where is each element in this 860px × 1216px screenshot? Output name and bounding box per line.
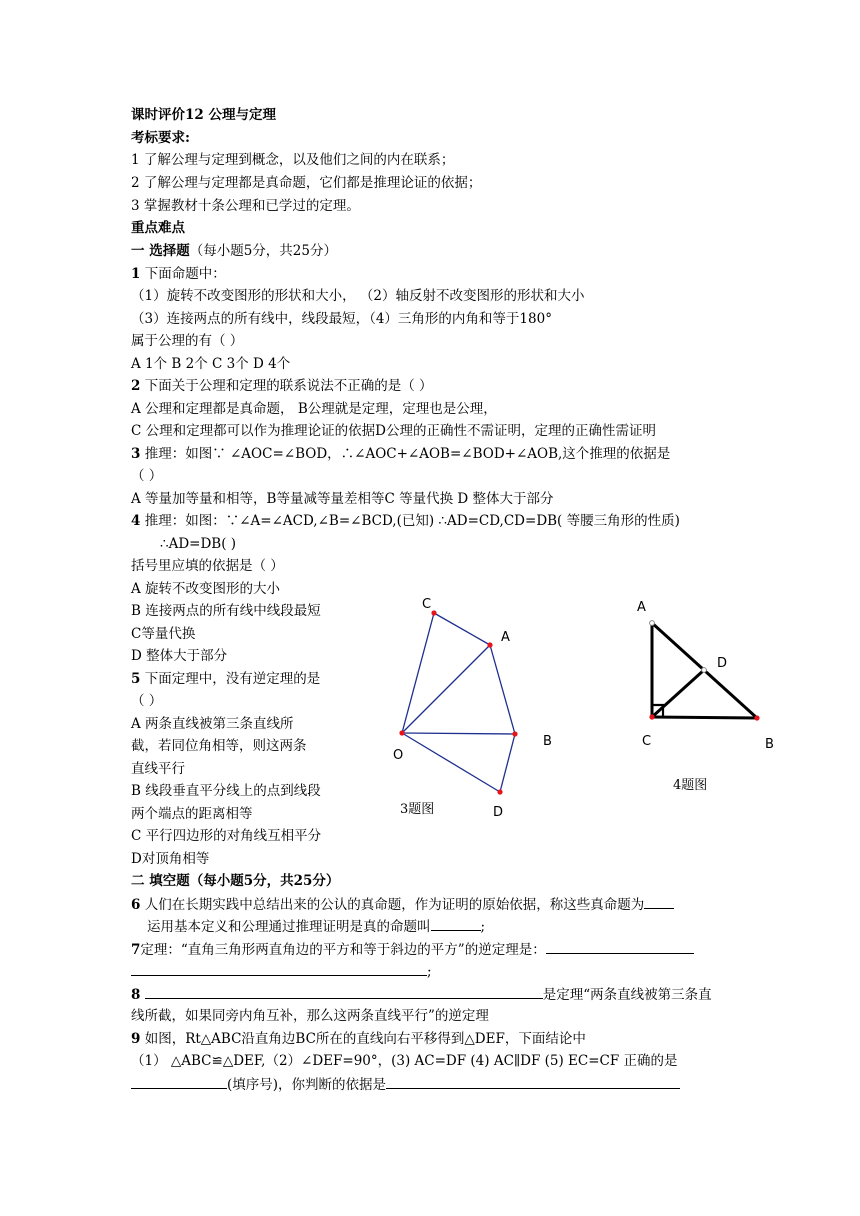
- fig3-segment-ab: [490, 645, 515, 734]
- q9-line3-text: (填序号)，你判断的依据是: [227, 1077, 387, 1093]
- fig3-label-o: O: [393, 748, 404, 763]
- q8-number: 8: [131, 987, 141, 1003]
- q9-line1: [131, 1029, 586, 1049]
- q5-option-a-2: 截，若同位角相等，则这两条: [131, 738, 307, 754]
- q3-number: 3: [131, 446, 141, 462]
- section2-heading: 二 填空题（每小题5分，共25分）: [131, 873, 340, 889]
- q5-stem-text: 下面定理中，没有逆定理的是: [144, 671, 321, 687]
- q3-line1: （ ）: [131, 468, 163, 484]
- q4-option-d: D 整体大于部分: [131, 648, 228, 664]
- q2-line2: C 公理和定理都可以作为推理论证的依据D公理的正确性不需证明，定理的正确性需证明: [131, 423, 656, 439]
- q2-line1: A 公理和定理都是真命题， B公理就是定理，定理也是公理，: [131, 401, 497, 417]
- fig4-segment-cb: [652, 717, 757, 718]
- q1-line1: （1）旋转不改变图形的形状和大小， （2）轴反射不改变图形的形状和大小: [131, 288, 585, 304]
- q6-line2-text: 运用基本定义和公理通过推理证明是真的命题叫: [147, 919, 431, 935]
- q5-option-d: D对顶角相等: [131, 851, 210, 867]
- q9-line3: [131, 1074, 680, 1095]
- q3-stem: [131, 444, 670, 464]
- q4-option-b: B 连接两点的所有线中线段最短: [131, 603, 321, 619]
- q7-line2: [131, 961, 432, 982]
- q6-blank-1[interactable]: [644, 894, 674, 909]
- fig3-point-b: [512, 731, 517, 736]
- q8-line1-end: 是定理“两条直线被第三条直: [542, 987, 712, 1003]
- q5-line1: （ ）: [131, 693, 163, 709]
- fig3-label-c: C: [422, 597, 432, 612]
- q1-number: 1: [131, 266, 141, 282]
- q4-number: 4: [131, 513, 141, 529]
- q8-line1: [131, 984, 712, 1005]
- fig4-caption: 4题图: [673, 778, 708, 793]
- q6-line2: [147, 916, 485, 937]
- fig3-segment-ca: [434, 613, 490, 645]
- q6-blank-2[interactable]: [431, 916, 481, 931]
- fig3-segment-od: [402, 733, 500, 792]
- q5-option-b-1: B 线段垂直平分线上的点到线段: [131, 783, 321, 799]
- section1-note: （每小题5分，共25分）: [189, 243, 337, 259]
- q6-line1-text: 人们在长期实践中总结出来的公认的真命题，作为证明的原始依据，称这些真命题为: [144, 897, 645, 913]
- fig3-segment-oa: [402, 645, 490, 733]
- fig4-label-a: A: [637, 600, 646, 615]
- requirement-3: 3 掌握教材十条公理和已学过的定理。: [131, 198, 360, 214]
- q5-option-a-3: 直线平行: [131, 761, 185, 777]
- q1-line2: （3）连接两点的所有线中，线段最短，（4）三角形的内角和等于180°: [131, 311, 552, 327]
- q9-number: 9: [131, 1031, 141, 1047]
- requirement-1: 1 了解公理与定理到概念，以及他们之间的内在联系；: [131, 152, 455, 168]
- q9-blank-2[interactable]: [386, 1074, 680, 1089]
- q6-number: 6: [131, 897, 141, 913]
- fig3-caption: 3题图: [400, 802, 435, 817]
- fig3-point-a: [487, 642, 492, 647]
- fig4-point-b: [754, 715, 759, 720]
- fig3-segment-oc: [402, 613, 434, 733]
- section1-heading: [131, 241, 337, 261]
- fig3-point-c: [431, 610, 436, 615]
- requirement-2: 2 了解公理与定理都是真命题，它们都是推理论证的依据；: [131, 175, 482, 191]
- q4-stem: [131, 511, 680, 531]
- q8-line2: 线所截，如果同旁内角互补，那么这两条直线平行”的逆定理: [131, 1008, 489, 1024]
- fig3-label-b: B: [543, 734, 552, 749]
- fig3-segment-bd: [500, 734, 515, 792]
- q7-line2-end: ;: [427, 964, 432, 980]
- key-points-heading: 重点难点: [131, 220, 185, 236]
- q8-blank[interactable]: [145, 984, 543, 999]
- q1-options: A 1个 B 2个 C 3个 D 4个: [131, 356, 291, 372]
- fig4-segment-cd: [652, 670, 704, 717]
- q7-blank-1[interactable]: [546, 939, 694, 954]
- q3-line2: A 等量加等量和相等，B等量减等量差相等C 等量代换 D 整体大于部分: [131, 491, 554, 507]
- fig4-label-c: C: [642, 734, 652, 749]
- q1-stem-text: 下面命题中：: [144, 266, 226, 282]
- fig4-point-d: [702, 668, 707, 673]
- page-title: 课时评价12 公理与定理: [131, 107, 276, 123]
- fig3-point-o: [399, 730, 404, 735]
- q7-line1-text: 定理：“直角三角形两直角边的平方和等于斜边的平方”的逆定理是：: [140, 942, 546, 958]
- requirements-heading: 考标要求:: [131, 130, 190, 146]
- fig4-point-c: [649, 714, 654, 719]
- q7-number: 7: [131, 942, 141, 958]
- fig4-label-d: D: [717, 656, 728, 671]
- q4-option-a: A 旋转不改变图形的大小: [131, 581, 281, 597]
- q7-line1: [131, 939, 694, 960]
- q9-line1-text: 如图，Rt△ABC沿直角边BC所在的直线向右平移得到△DEF，下面结论中: [144, 1031, 586, 1047]
- section1-title: 一 选择题: [131, 243, 190, 259]
- q2-number: 2: [131, 378, 141, 394]
- q2-stem-text: 下面关于公理和定理的联系说法不正确的是（ ）: [144, 378, 433, 394]
- q5-option-c: C 平行四边形的对角线互相平分: [131, 828, 322, 844]
- q5-stem: [131, 669, 320, 689]
- q4-line2: 括号里应填的依据是（ ）: [131, 558, 284, 574]
- q6-line2-end: ;: [480, 919, 486, 935]
- q3-stem-text: 推理：如图∵ ∠AOC=∠BOD，∴∠AOC+∠AOB=∠BOD+∠AOB,这个推理的依据是: [144, 446, 671, 462]
- q1-line3: 属于公理的有（ ）: [131, 333, 244, 349]
- q5-option-b-2: 两个端点的距离相等: [131, 806, 253, 822]
- fig4-point-a: [650, 621, 655, 626]
- figure-4: [625, 590, 785, 800]
- q5-option-a-1: A 两条直线被第三条直线所: [131, 716, 294, 732]
- q2-stem: [131, 376, 433, 396]
- q9-line2: （1） △ABC≌△DEF,（2）∠DEF=90°，(3) AC=DF (4) AC∥DF (5) EC=CF 正确的是: [131, 1053, 678, 1069]
- q5-number: 5: [131, 671, 141, 687]
- fig3-lines: [402, 613, 515, 792]
- q1-stem: [131, 264, 226, 284]
- q4-line1: ∴AD=DB( ): [160, 536, 237, 552]
- fig3-label-a: A: [501, 630, 510, 645]
- q7-blank-2[interactable]: [131, 961, 427, 976]
- q9-blank-1[interactable]: [131, 1074, 227, 1089]
- fig4-label-b: B: [765, 737, 774, 752]
- figure-3: [380, 590, 570, 820]
- q4-stem-text: 推理：如图：∵∠A=∠ACD,∠B=∠BCD,(已知) ∴AD=CD,CD=DB( 等腰三角形的性质): [144, 513, 680, 529]
- q6-line1: [131, 894, 674, 915]
- fig3-label-d: D: [493, 805, 504, 820]
- q4-option-c: C等量代换: [131, 626, 196, 642]
- fig3-segment-ob: [402, 733, 515, 734]
- fig3-point-d: [497, 789, 502, 794]
